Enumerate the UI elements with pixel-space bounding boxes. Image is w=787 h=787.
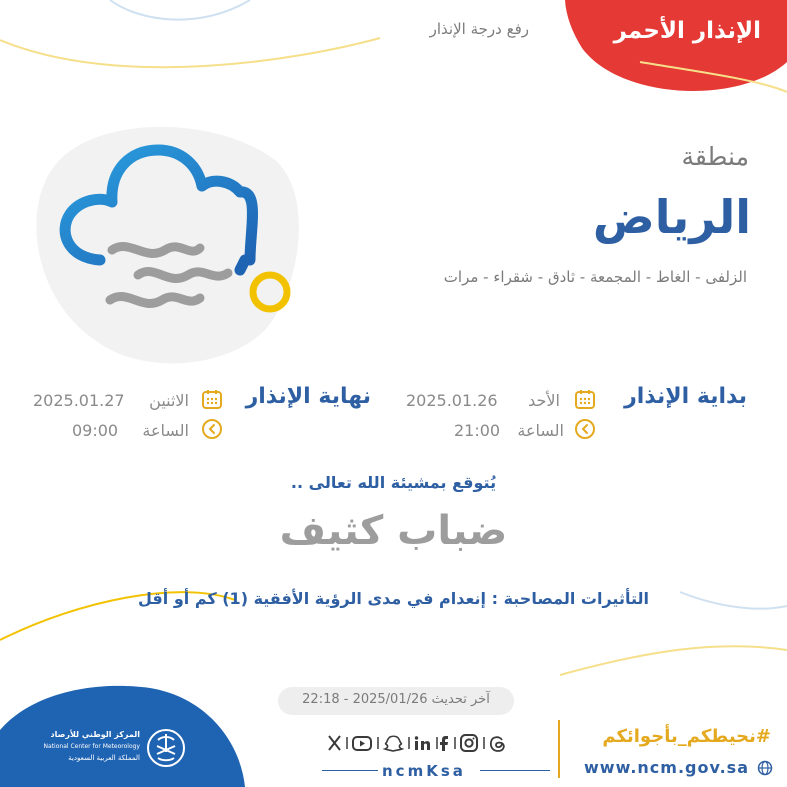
- website-link[interactable]: www.ncm.gov.sa: [584, 758, 749, 777]
- snapchat-icon: [385, 736, 402, 751]
- handle-line-right: [480, 770, 550, 771]
- org-name-arabic: المركز الوطني للأرصاد: [50, 730, 140, 739]
- region-name: الرياض: [592, 190, 751, 244]
- calendar-icon: [574, 388, 596, 410]
- social-handle: ncmKsa: [382, 762, 466, 780]
- handle-line-left: [322, 770, 378, 771]
- linkedin-icon: [415, 736, 430, 750]
- start-time-label: الساعة: [517, 421, 564, 440]
- end-time-label: الساعة: [142, 421, 189, 440]
- facebook-icon: [440, 736, 448, 751]
- forecast-intro: يُتوقع بمشيئة الله تعالى ..: [290, 473, 497, 492]
- ncm-logo-icon: [146, 726, 186, 770]
- globe-icon: [757, 760, 773, 776]
- start-day: الأحد: [528, 391, 560, 410]
- last-update: آخر تحديث 2025/01/26 - 22:18: [302, 692, 490, 707]
- end-time: 09:00: [72, 421, 119, 440]
- calendar-icon: [201, 388, 223, 410]
- sun-icon: [246, 268, 296, 318]
- end-day: الاثنين: [149, 391, 189, 410]
- hashtag: #نحيطكم_بأجوائكم: [602, 726, 771, 747]
- start-title: بداية الإنذار: [624, 384, 747, 409]
- instagram-icon: [461, 735, 477, 751]
- social-icons-row: [326, 732, 548, 754]
- x-icon: [329, 736, 340, 750]
- end-date: 2025.01.27: [33, 391, 125, 410]
- raise-level-label: رفع درجة الإنذار: [429, 20, 529, 38]
- deco-line-yellow-top: [0, 38, 380, 67]
- org-country: المملكة العربية السعودية: [68, 754, 140, 762]
- deco-line-yellow-right: [560, 646, 787, 675]
- youtube-icon: [353, 737, 371, 750]
- start-time: 21:00: [454, 421, 501, 440]
- threads-icon: [491, 737, 504, 751]
- region-label: منطقة: [681, 142, 749, 171]
- red-badge-shape: [565, 0, 787, 91]
- forecast-event: ضباب كثيف: [279, 508, 508, 554]
- forecast-effects: التأثيرات المصاحبة : إنعدام في مدى الرؤية الأفقية (1) كم أو أقل: [138, 589, 649, 608]
- clock-icon: [574, 418, 596, 440]
- deco-line-blue-top: [110, 0, 250, 20]
- clock-icon: [201, 418, 223, 440]
- alert-level-title: الإنذار الأحمر: [613, 18, 761, 44]
- end-title: نهاية الإنذار: [245, 384, 371, 409]
- region-areas: الزلفى - الغاط - المجمعة - ثادق - شقراء - مرات: [443, 268, 747, 286]
- start-date: 2025.01.26: [406, 391, 498, 410]
- footer-divider: [558, 720, 560, 778]
- org-name-english: National Center for Meteorology: [43, 743, 140, 750]
